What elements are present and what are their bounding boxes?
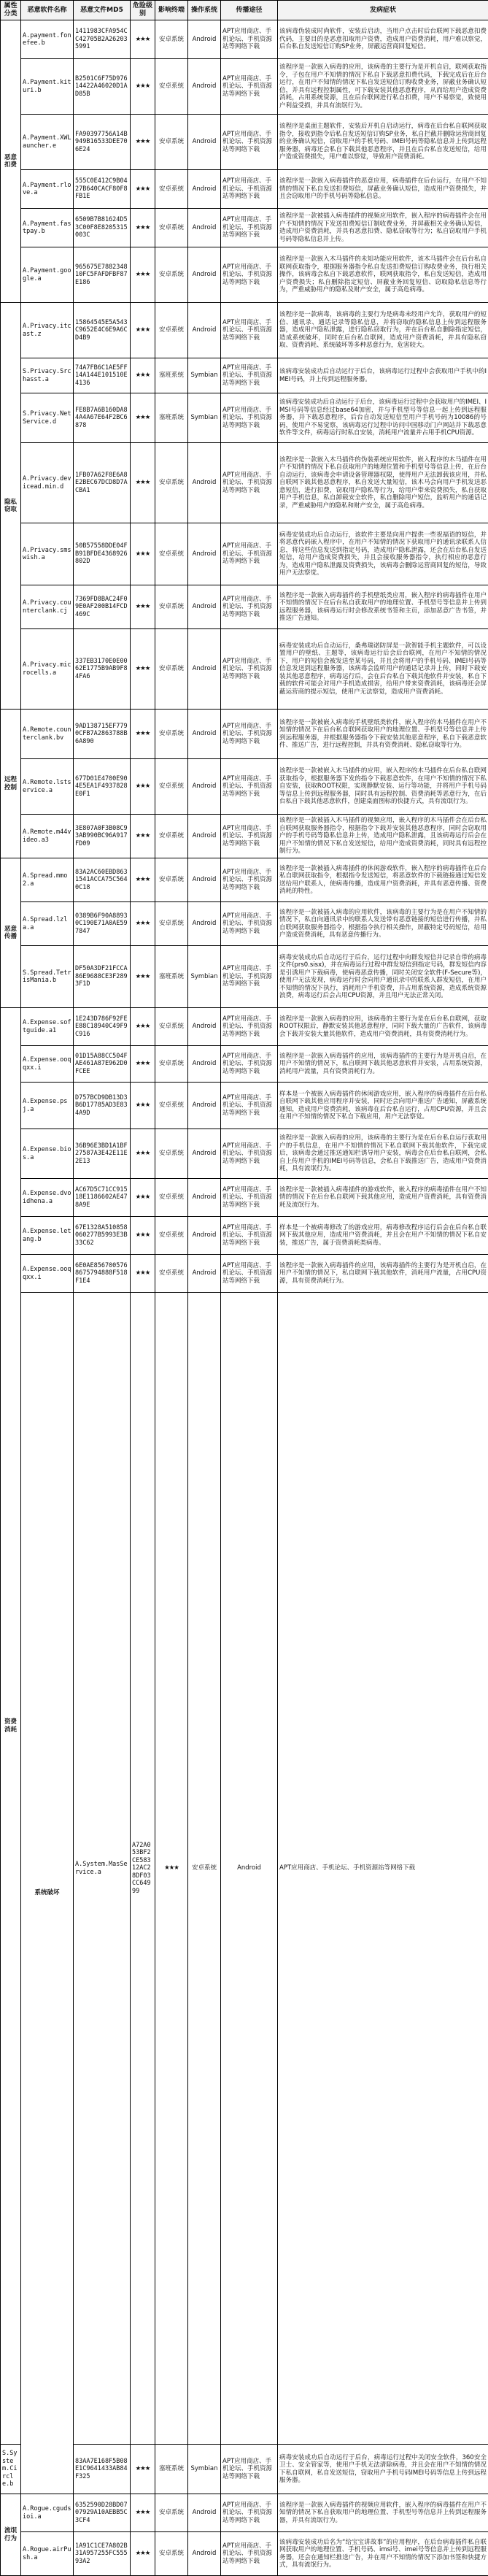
malware-name: A.Expense.bios.a: [21, 1129, 74, 1179]
malware-name: A.Privacy.devicead.min.d: [21, 443, 74, 523]
md5-cell: 9AD138715EF7790CFB7A2863788B6A890: [74, 710, 131, 759]
md5-cell: 83A2AC60EBD8631541ACCA75C5640C18: [74, 858, 131, 902]
spread-channel: APT应用商店、手机论坛、手机资源站等网络下载: [221, 1008, 278, 1046]
symptom-cell: 该程序是一款被插入病毒插件的休闲游戏软件，嵌入程序的病毒插件在后台私自联网获取指令，根据指令发送短信，将恶意软件的下载链接通过短信发送给用户联系人，使病毒传播，造成用户资费消耗，并具有恶意传播、资费消耗的特性。: [278, 858, 488, 902]
table-row: [1, 2532, 488, 2576]
symptom-cell: 该程序是一款嵌入病毒插件的恶意应用，病毒插件在后台运行，在用户不知情的情况下私自发送扣费短信，屏蔽业务确认短信，造成用户资费损失，并且会窃取用户的手机号码等隐私信息。: [278, 170, 488, 209]
danger-level: ★★★: [131, 1255, 155, 1293]
spread-channel: APT应用商店、手机论坛、手机资源站等网络下载: [221, 1046, 278, 1083]
operating-system: Android: [221, 1293, 278, 2445]
malware-name: S.System.Circle.b: [1, 2445, 21, 2494]
operating-system: Android: [188, 247, 221, 303]
md5-cell: 337EB3170E0E0062E1775B9AB9F84FA6: [74, 629, 131, 710]
header-level: 危险级别: [131, 1, 155, 20]
operating-system: Android: [188, 170, 221, 209]
affected-terminal: 安卓系统: [155, 209, 188, 247]
spread-channel: APT应用商店、手机论坛、手机资源站等网络下载: [221, 759, 278, 815]
operating-system: Android: [188, 858, 221, 902]
spread-channel: APT应用商店、手机论坛、手机资源站等网络下载: [221, 2445, 278, 2494]
header-symptom: 发病症状: [278, 1, 488, 20]
affected-terminal: 安卓系统: [155, 170, 188, 209]
md5-cell: 01D15A88CC504FAE461A87E962D0FCEE: [74, 1046, 131, 1083]
danger-level: ★★★: [131, 1008, 155, 1046]
symptom-cell: 该程序是桌面主题软件，安装后开机自启动运行，病毒在后台私自联网获取指令，接收到指令后私自发送短信订购SP业务，私自拦截并删除运营商回复的业务确认短信，窃取用户的手机号码、IMEI号码等隐私信息并上传到远程服务器，病毒还会私自下载其他恶意程序，并且在后台私自发送短信，给用户造成资费损失，用户难以察觉，导致用户资费消耗。: [278, 115, 488, 170]
symptom-cell: 该程序是一款被插入病毒插件的视频应用软件，嵌入程序的病毒插件会在用户不知情的情况下发送扣费短信订制收费业务，并屏蔽相关业务确认短信，造成用户资费消耗，并具有恶意扣费、隐私窃取等行为；私自窃取用户手机号码等隐私信息并上传。: [278, 209, 488, 247]
affected-terminal: 安卓系统: [155, 443, 188, 523]
danger-level: ★★★: [131, 393, 155, 443]
operating-system: Android: [188, 815, 221, 858]
spread-channel: APT应用商店、手机论坛、手机资源站等网络下载: [221, 629, 278, 710]
symptom-cell: 该程序是一款嵌入病毒的应用，该病毒的主要行为是在后台私自联网，获取ROOT权限后，静默安装其他恶意程序，同时下载大量的广告软件，该病毒会下载并安装大量其他软件，造成用户资费消耗，具有资费消耗行为。: [278, 1008, 488, 1046]
affected-terminal: 安卓系统: [155, 59, 188, 115]
header-name: 恶意软件名称: [21, 1, 74, 20]
danger-level: ★★★: [131, 946, 155, 1008]
table-row: [1, 523, 488, 585]
malware-name: A.Expense.ooqqxx.i: [21, 1255, 74, 1293]
operating-system: Android: [188, 523, 221, 585]
malware-name: A.Payment.fastpay.b: [21, 209, 74, 247]
operating-system: Android: [188, 2494, 221, 2532]
md5-cell: 74A7FB6C1AE5FF14A144E101510E4136: [74, 358, 131, 393]
danger-level: ★★★: [131, 1046, 155, 1083]
danger-level: ★★★: [131, 902, 155, 946]
spread-channel: APT应用商店、手机论坛、手机资源站等网络下载: [221, 59, 278, 115]
spread-channel: APT应用商店、手机论坛、手机资源站等网络下载: [278, 1293, 488, 2445]
affected-terminal: 安卓系统: [155, 858, 188, 902]
affected-terminal: 塞班系统: [155, 2445, 188, 2494]
operating-system: Android: [188, 902, 221, 946]
md5-cell: 6352590D28BD0707929A10AEBB5C3CF4: [74, 2494, 131, 2532]
affected-terminal: 安卓系统: [155, 815, 188, 858]
md5-cell: FE8B7A6B160DA84A4A67E64F2BC6878: [74, 393, 131, 443]
malware-name: A.Spread.mmo2.a: [21, 858, 74, 902]
danger-level: ★★★: [131, 2532, 155, 2576]
md5-cell: 6E0AE8567005768675794888F518F1E4: [74, 1255, 131, 1293]
table-row: [1, 247, 488, 303]
operating-system: Android: [188, 303, 221, 358]
malware-name: A.Privacy.counterclank.cj: [21, 585, 74, 629]
table-row: [1, 2494, 488, 2532]
symptom-cell: 该程序是一款嵌入病毒插件的应用，该病毒插件的主要行为是开机自启，在用户不知情的情况下，私自联网下载其他软件，消耗用户流量，占用CPU资源，具有资费消耗行为。: [278, 1255, 488, 1293]
affected-terminal: 安卓系统: [155, 710, 188, 759]
affected-terminal: 安卓系统: [155, 1217, 188, 1255]
malware-name: S.Spread.TetrisMania.b: [21, 946, 74, 1008]
symptom-cell: 该病毒安装成功后自动运行于后台，该病毒运行过程中会获取用户的IMEI、IMSI号码等信息经过base64加密，并与手机型号等信息一起上传到远程服务器，并下载恶意程序，后台自动发送短信至用户手机号码为10086的号码，使用户不易觉察，该病毒运行过程中访问中国移动门户网站并下载恶意软件等文件，病毒运行时私自安装，消耗用户流量并占用手机CPU资源。: [278, 393, 488, 443]
affected-terminal: 安卓系统: [155, 1179, 188, 1217]
malware-name: A.Remote.counterclank.bv: [21, 710, 74, 759]
symptom-cell: 该程序是一款被插入木马插件的视频应用，嵌入程序的木马插件会在后台私自联网获取服务器指令，根据指令下载并安装其他恶意程序，同时会窃取用户的手机号码等隐私信息并上传，造成用户隐私泄露，且该病毒运行后会在用户不知情的情况下私自发送短信，给用户造成资费消耗，同时具有远程控制行为。: [278, 815, 488, 858]
spread-channel: APT应用商店、手机论坛、手机资源站等网络下载: [221, 858, 278, 902]
danger-level: ★★★: [131, 115, 155, 170]
table-row: [1, 902, 488, 946]
malware-name: A.Expense.psj.a: [21, 1083, 74, 1129]
md5-cell: 50B57558DDE04FB91BFDE4368926802D: [74, 523, 131, 585]
table-row: [1, 443, 488, 523]
md5-cell: B2501C6F75D97614422A46020D1AD85B: [74, 59, 131, 115]
affected-terminal: 安卓系统: [188, 1293, 221, 2445]
md5-cell: 6509B7B81624D53C00F8E8205315003C: [74, 209, 131, 247]
spread-channel: APT应用商店、手机论坛、手机资源站等网络下载: [221, 1255, 278, 1293]
malware-name: A.Rogue.airPush.a: [21, 2532, 74, 2576]
malware-name: A.Payment.rlove.a: [21, 170, 74, 209]
table-row: [1, 1046, 488, 1083]
symptom-cell: 该病毒安装成功后名为“给宝宝讲故事”的应用程序，在后台病毒插件私自联网获取用户的地理位置、手机号码、imsi号、imei号等信息并上传到远程服务器，还会在通知栏推送广告，并在用户不知情的情况下添加书签和快捷方式，具有流氓行为。: [278, 2532, 488, 2576]
operating-system: Symbian: [188, 393, 221, 443]
malware-name: S.Privacy.NetService.d: [21, 393, 74, 443]
operating-system: Android: [188, 1179, 221, 1217]
table-row: [1, 59, 488, 115]
operating-system: Symbian: [188, 358, 221, 393]
spread-channel: APT应用商店、手机论坛、手机资源站等网络下载: [221, 247, 278, 303]
spread-channel: APT应用商店、手机论坛、手机资源站等网络下载: [221, 170, 278, 209]
symptom-cell: 病毒安装成功后自动运行，该软件主要是向用户提供一些祝福语的短信，并将恶意代码嵌入程序中，在用户不知情的情况下获取用户的通讯录联系人信息，将这些信息发送到指定号码，造成用户隐私泄露，还会在后台私自发送短信，给用户造成资费损失，并且会接收服务器指令，执行相应的恶意行为，造成用户隐私泄露及资费损失，该病毒会删除运营商回复的短信，导致用户无法察觉。: [278, 523, 488, 585]
spread-channel: APT应用商店、手机论坛、手机资源站等网络下载: [221, 815, 278, 858]
symptom-cell: 该程序是一款被插入病毒插件的游戏软件，嵌入程序的病毒插件在用户不知情的情况下在后台私自联网下载其他应用，造成用户资费消耗，具有资费消耗及流氓行为。: [278, 1179, 488, 1217]
affected-terminal: 安卓系统: [155, 1008, 188, 1046]
operating-system: Android: [188, 710, 221, 759]
operating-system: Android: [188, 759, 221, 815]
header-os: 影响终端: [155, 1, 188, 20]
malware-name: A.Expense.softguide.a1: [21, 1008, 74, 1046]
spread-channel: APT应用商店、手机论坛、手机资源站等网络下载: [221, 358, 278, 393]
table-row: [1, 2445, 488, 2494]
symptom-cell: 该病毒伪装成时尚软件，安装后启动，当用户点击时后台联网下载恶意扣费代码，主要目的是恶意扣取用户资费，造成用户资费消耗，用户难以察觉，后台私自发送短信订购SP业务，屏蔽运营商回复短信。: [278, 20, 488, 59]
symptom-cell: 该程序是一款嵌入木马插件的未知功能应用软件，该木马插件会在后台私自联网获取指令，根据服务器指令私自发送扣费短信订购收费业务，执行相关操作，该病毒会私自下载恶意软件，联网获取指令，私自发送短信，造成用户资费损失；私自删除指定短信、屏蔽业务回复短信、窃取隐私信息等行为，严重威胁用户的隐私及财产安全，属于高危病毒。: [278, 247, 488, 303]
malware-name: A.Spread.lzla.a: [21, 902, 74, 946]
table-row: [1, 1008, 488, 1046]
affected-terminal: 安卓系统: [155, 1129, 188, 1179]
malware-name: A.Expense.ooqqxx.i: [21, 1046, 74, 1083]
symptom-cell: 该程序是一款被嵌入木马插件的应用，嵌入程序的木马插件在后台私自联网获取指令，根据服务器下发的指令下载恶意软件，在用户不知情的情况下私自安装，获取ROOT权限，实现静默安装、运行等功能，并将用户手机号码等信息上传到远程服务器，同时具有远程控制、资费消耗等恶意行为，在后台私自下载其他恶意软件，创建桌面图标的快捷方式，具有流氓行为。: [278, 759, 488, 815]
operating-system: Android: [188, 585, 221, 629]
md5-cell: 83AA7E168F5B08E1C9641433AB84F325: [74, 2445, 131, 2494]
category-cell: 流氓行为: [1, 2494, 21, 2576]
symptom-cell: 该程序是一款被嵌入病毒的手机壁纸类软件，嵌入程序的木马插件在用户不知情的情况下在后台私自联网获取用户的地理位置、手机型号等信息并上传到远程服务器，并根据服务器指令下载安装其他恶意程序，私自下载恶意软件、推送广告，进行远程控制，并具有资费消耗、隐私窃取等行为。: [278, 710, 488, 759]
table-row: [1, 1129, 488, 1179]
md5-cell: 15864545E5A543C9652E4C6E9A6CD4B9: [74, 303, 131, 358]
table-row: [1, 710, 488, 759]
symptom-cell: 该病毒安装成功后自动运行于后台，该病毒运行过程中会获取用户手机中的IMEI号码，并上传到远程服务器。: [278, 358, 488, 393]
danger-level: ★★★: [131, 523, 155, 585]
operating-system: Android: [188, 115, 221, 170]
symptom-cell: 病毒安装成功后自动运行，桑弗瑞诺防屏是一款智能手机主题软件，可以设置用户的壁纸、主题等，该病毒运行后会后台联网，在用户不知情的情况下，用户的短信会被发送至某号码，并且会将用户的手机号码、IMEI号码等信息发送到远程服务器，该病毒会监听用户的通话记录并上传，同时下载安装其他恶意程序，病毒运行后，会在后台私自下载其他软件并安装，私自下载的软件可能会对用户手机造成损害，给用户带来资费消耗，该病毒还会屏蔽运营商的提示短信，使用户无法察觉，造成用户资费消耗。: [278, 629, 488, 710]
spread-channel: APT应用商店、手机论坛、手机资源站等网络下载: [221, 115, 278, 170]
symptom-cell: 病毒安装成功后自动运行于后台，病毒运行过程中关闭安全软件，360安全卫士、安全管家等，使用户手机无法清除病毒，并且会在用户不知情的情况下私自联网，私自发送短信，窃取用户手机号码IMEI号码等信息上传到远程服务器。: [278, 2445, 488, 2494]
spread-channel: APT应用商店、手机论坛、手机资源站等网络下载: [221, 20, 278, 59]
md5-cell: 1A91C1CE7A802B31A957255FC55593A2: [74, 2532, 131, 2576]
spread-channel: APT应用商店、手机论坛、手机资源站等网络下载: [221, 2532, 278, 2576]
malware-name: A.Expense.letang.b: [21, 1217, 74, 1255]
symptom-cell: 该程序是一款病毒，该病毒的主要行为是病毒未经用户允许，获取用户的短信、通讯录、通话记录等隐私信息，并将窃取的隐私信息上传到远程服务器，造成用户隐私泄露，进行隐私窃取行为，并在后台私自删除指定短信，造成系统破坏，同时在后台私自联网，造成用户资费消耗，并具有隐私窃取、资费消耗、系统破坏等多种恶意行为，危害较大。: [278, 303, 488, 358]
table-row: [1, 20, 488, 59]
affected-terminal: 塞班系统: [155, 946, 188, 1008]
table-row: [1, 1255, 488, 1293]
danger-level: ★★★: [131, 59, 155, 115]
danger-level: ★★★: [155, 1293, 188, 2445]
table-row: [1, 209, 488, 247]
md5-cell: 67E1328A510858060277B5993E3B33C62: [74, 1217, 131, 1255]
affected-terminal: 安卓系统: [155, 20, 188, 59]
md5-cell: 1FB07A62F8E6A8E2BEC67DCD8D7ACBA1: [74, 443, 131, 523]
symptom-cell: 该程序是一款嵌入木马插件的伪装系统应用软件，嵌入程序的木马插件在用户不知情的情况下私自获取用户的地理位置和手机型号等信息上传，在后台自动运行，该病毒会申请设备管理器权限，使得用户无法卸载该应用，并私自联网下载其他恶意程序，私自发送大量短信，该木马会向用户手机发送恶意短信，进行扣费，窃取用户隐私等行为，给用户带来资费损失，私自获取用户手机信息，私自卸载安全软件，私自删除用户短信，监听用户的通话记录，严重威胁用户的隐私和财产安全，属于高危病毒。: [278, 443, 488, 523]
danger-level: ★★★: [131, 2445, 155, 2494]
danger-level: ★★★: [131, 170, 155, 209]
affected-terminal: 安卓系统: [155, 1255, 188, 1293]
table-row: [1, 759, 488, 815]
affected-terminal: 安卓系统: [155, 585, 188, 629]
malware-name: A.Payment.kituri.b: [21, 59, 74, 115]
malware-name: A.payment.fonefee.b: [21, 20, 74, 59]
affected-terminal: 安卓系统: [155, 902, 188, 946]
operating-system: Android: [188, 1046, 221, 1083]
md5-cell: 3E807A0F3B08C93AB990BC96A917FD09: [74, 815, 131, 858]
symptom-cell: 该程序是一款嵌入病毒插件的视频应用软件，嵌入程序的病毒插件在用户不知情的情况下私自获取用户的地理位置、手机型号等信息并上传到远程服务器，并具有流氓行为。: [278, 2494, 488, 2532]
md5-cell: 965675E788234810FC5FAFDFBF87E186: [74, 247, 131, 303]
affected-terminal: 安卓系统: [155, 2494, 188, 2532]
md5-cell: 36B96E3BD1A1BF27587A3E42E11E2E13: [74, 1129, 131, 1179]
category-cell: 恶意传播: [1, 858, 21, 1008]
affected-terminal: 塞班系统: [155, 358, 188, 393]
affected-terminal: 安卓系统: [155, 2532, 188, 2576]
spread-channel: APT应用商店、手机论坛、手机资源站等网络下载: [221, 710, 278, 759]
category-cell: 恶意扣费: [1, 20, 21, 303]
symptom-cell: 该程序是一款嵌入病毒插件的应用，该病毒插件的主要行为是开机自启，在用户不知情的情况下，私自联网下载其他恶意软件并安装，占用系统资源，消耗用户流量，具有资费消耗行为。: [278, 1046, 488, 1083]
md5-cell: 1E243D786F92FEE88C18940C49F9C916: [74, 1008, 131, 1046]
operating-system: Android: [188, 20, 221, 59]
category-cell: 资费消耗: [1, 1008, 21, 2445]
affected-terminal: 安卓系统: [155, 629, 188, 710]
header-row: [1, 1, 488, 20]
danger-level: ★★★: [131, 303, 155, 358]
spread-channel: APT应用商店、手机论坛、手机资源站等网络下载: [221, 2494, 278, 2532]
symptom-cell: 病毒安装成功后自动运行于后台，运行过程中向群发短信并记录自带的病毒文件(prs0.sisx)，并在病毒运行过程中群发短信到指定号码，群发短信内容是引诱用户下载病毒，使病毒恶意传播，同时关闭安全软件(F-Secure等)，使用户无法发现，病毒运行时会向用户通讯录中的联系人群发短信，在用户不知情的情况下执行，消耗用户手机资费，并占用系统资源，造成系统资源浪费，病毒运行后会占用CPU资源，并且用户无法正常关闭。: [278, 946, 488, 1008]
spread-channel: APT应用商店、手机论坛、手机资源站等网络下载: [221, 393, 278, 443]
danger-level: ★★★: [131, 247, 155, 303]
danger-level: ★★★: [131, 209, 155, 247]
operating-system: Android: [188, 1129, 221, 1179]
table-row: [1, 585, 488, 629]
affected-terminal: 安卓系统: [155, 115, 188, 170]
table-row: [1, 1293, 488, 2445]
spread-channel: APT应用商店、手机论坛、手机资源站等网络下载: [221, 209, 278, 247]
spread-channel: APT应用商店、手机论坛、手机资源站等网络下载: [221, 585, 278, 629]
malware-name: A.Privacy.smswish.a: [21, 523, 74, 585]
malware-name: A.Privacy.microcells.a: [21, 629, 74, 710]
danger-level: ★★★: [131, 585, 155, 629]
malware-name: A.Payment.google.a: [21, 247, 74, 303]
symptom-cell: 该程序是一款嵌入病毒的应用，该病毒的主要行为是在后台私自运行获取用户的手机信息，在用户不知情的情况下私自联网下载其他软件，下载完成后，该病毒会通过推送通知栏诱导用户安装，病毒会在后台私自联网，会私自上传用户手机的IMEI号码等信息，会私自下载推送广告，造成用户资费消耗，具有流氓行为。: [278, 1129, 488, 1179]
table-row: [1, 303, 488, 358]
category-cell: 隐私窃取: [1, 303, 21, 710]
affected-terminal: 安卓系统: [155, 523, 188, 585]
symptom-cell: 该程序是一款被插入病毒的应用软件，该病毒的主要行为是在用户不知情的情况下，私自向通讯录中的联系人发送带有恶意链接的短信进行传播，并私自联网获取服务器指令，根据指令执行相关操作，屏蔽特定号码短信，给用户造成资费消耗，具有恶意传播行为。: [278, 902, 488, 946]
operating-system: Android: [188, 59, 221, 115]
malware-name: A.Expense.dvoidhena.a: [21, 1179, 74, 1217]
affected-terminal: 安卓系统: [155, 303, 188, 358]
table-row: [1, 1083, 488, 1129]
md5-cell: AC67D5C71CC91518E1186602AE478A9E: [74, 1179, 131, 1217]
affected-terminal: 安卓系统: [155, 247, 188, 303]
table-row: [1, 946, 488, 1008]
spread-channel: APT应用商店、手机论坛、手机资源站等网络下载: [221, 523, 278, 585]
md5-cell: A72A053BF2CE58312AC28DF03CC64999: [131, 1293, 155, 2445]
operating-system: Android: [188, 629, 221, 710]
spread-channel: APT应用商店、手机论坛、手机资源站等网络下载: [221, 303, 278, 358]
spread-channel: APT应用商店、手机论坛、手机资源站等网络下载: [221, 902, 278, 946]
header-channel: 传播途径: [221, 1, 278, 20]
danger-level: ★★★: [131, 710, 155, 759]
spread-channel: APT应用商店、手机论坛、手机资源站等网络下载: [221, 443, 278, 523]
spread-channel: APT应用商店、手机论坛、手机资源站等网络下载: [221, 1129, 278, 1179]
symptom-cell: 该程序是一款嵌入病毒插件的手机壁纸类应用，嵌入程序的病毒插件在用户不知情的情况下在后台私自获取用户的地理位置、手机型号等信息并上传到远程服务器，该病毒运行时会修改系统书签和主页，添加恶意广告书签，并推送广告通知。: [278, 585, 488, 629]
affected-terminal: 安卓系统: [155, 1083, 188, 1129]
spread-channel: APT应用商店、手机论坛、手机资源站等网络下载: [221, 946, 278, 1008]
malware-name: A.Rogue.cgudsioi.a: [21, 2494, 74, 2532]
operating-system: Symbian: [188, 946, 221, 1008]
danger-level: ★★★: [131, 20, 155, 59]
table-row: [1, 393, 488, 443]
header-category: 属性分类: [1, 1, 21, 20]
malware-name: A.Privacy.itcast.z: [21, 303, 74, 358]
header-md5: 恶意文件MD5: [74, 1, 131, 20]
malware-name: A.System.MasService.a: [74, 1293, 131, 2445]
category-cell: 系统破坏: [21, 1293, 74, 2494]
spread-channel: APT应用商店、手机论坛、手机资源站等网络下载: [221, 1179, 278, 1217]
md5-cell: 677D01E4700E904E5EA1F4937828E0F1: [74, 759, 131, 815]
table-row: [1, 115, 488, 170]
table-row: [1, 858, 488, 902]
danger-level: ★★★: [131, 1217, 155, 1255]
md5-cell: 555C0E412C9B0427B640CACF80F8FB1E: [74, 170, 131, 209]
symptom-cell: 该程序是一款嵌入病毒的应用，该病毒的主要行为是开机自启，联网获取指令，子包在用户不知情的情况下私自下载恶意扣费代码，下载完成后在后台运行，在用户不知情的情况下私自发送短信订购收费业务，屏蔽业务确认短信，并具有远程控制属性，可下载安装其他恶意程序，从而给用户造成资费消耗，占用系统资源，且在后台联网进行私自扣费，用户不易察觉，致使用户利益受损，并具有流氓行为。: [278, 59, 488, 115]
md5-cell: DF50A3DF21FCCA86E9688CE3F2893F1D: [74, 946, 131, 1008]
table-row: [1, 1179, 488, 1217]
symptom-cell: 样本是一个被嵌入病毒插件的休闲游戏应用，嵌入程序的病毒插件在后台私自联网下载其他应用程序并安装，同时还会向用户推送广告通知，屏蔽系统通知，造成用户资费消耗，该病毒在后台私自运行，占用CPU资源，并且会在用户不知情的情况下私自下载应用，用户无法察觉。: [278, 1083, 488, 1129]
operating-system: Symbian: [188, 2445, 221, 2494]
table-row: [1, 358, 488, 393]
operating-system: Android: [188, 443, 221, 523]
table-row: [1, 815, 488, 858]
md5-cell: FA90397756A14B949B16533DEE706E24: [74, 115, 131, 170]
md5-cell: 0389B6F90A88930C190E71A0AE597847: [74, 902, 131, 946]
md5-cell: D757BCD9DB13D3B6D17785AD3E834A9D: [74, 1083, 131, 1129]
header-system: 操作系统: [188, 1, 221, 20]
table-row: [1, 629, 488, 710]
malware-name: A.Remote.lstservice.a: [21, 759, 74, 815]
operating-system: Android: [188, 1217, 221, 1255]
operating-system: Android: [188, 2532, 221, 2576]
malware-name: S.Privacy.Srchasst.a: [21, 358, 74, 393]
danger-level: ★★★: [131, 1179, 155, 1217]
table-row: [1, 1217, 488, 1255]
danger-level: ★★★: [131, 2494, 155, 2532]
table-row: [1, 170, 488, 209]
danger-level: ★★★: [131, 759, 155, 815]
operating-system: Android: [188, 1255, 221, 1293]
operating-system: Android: [188, 209, 221, 247]
operating-system: Android: [188, 1008, 221, 1046]
md5-cell: 7369FD8BAC24F09E0AF200B14FCD469C: [74, 585, 131, 629]
affected-terminal: 塞班系统: [155, 393, 188, 443]
category-cell: 远程控制: [1, 710, 21, 858]
md5-cell: 1411983CFA954CC42705B2A262035991: [74, 20, 131, 59]
malware-name: A.Payment.XWLauncher.e: [21, 115, 74, 170]
danger-level: ★★★: [131, 443, 155, 523]
danger-level: ★★★: [131, 858, 155, 902]
danger-level: ★★★: [131, 629, 155, 710]
affected-terminal: 安卓系统: [155, 1046, 188, 1083]
danger-level: ★★★: [131, 1083, 155, 1129]
affected-terminal: 安卓系统: [155, 759, 188, 815]
spread-channel: APT应用商店、手机论坛、手机资源站等网络下载: [221, 1083, 278, 1129]
spread-channel: APT应用商店、手机论坛、手机资源站等网络下载: [221, 1217, 278, 1255]
danger-level: ★★★: [131, 1129, 155, 1179]
operating-system: Android: [188, 1083, 221, 1129]
malware-name: A.Remote.m44video.a3: [21, 815, 74, 858]
symptom-cell: 样本是一个被病毒修改了的游戏应用，病毒修改程序运行后会在后台私自联网下载其他应用，造成用户资费消耗，并且会在用户不知情的情况下私自安装，推送广告，属于资费消耗类病毒。: [278, 1217, 488, 1255]
danger-level: ★★★: [131, 815, 155, 858]
danger-level: ★★★: [131, 358, 155, 393]
